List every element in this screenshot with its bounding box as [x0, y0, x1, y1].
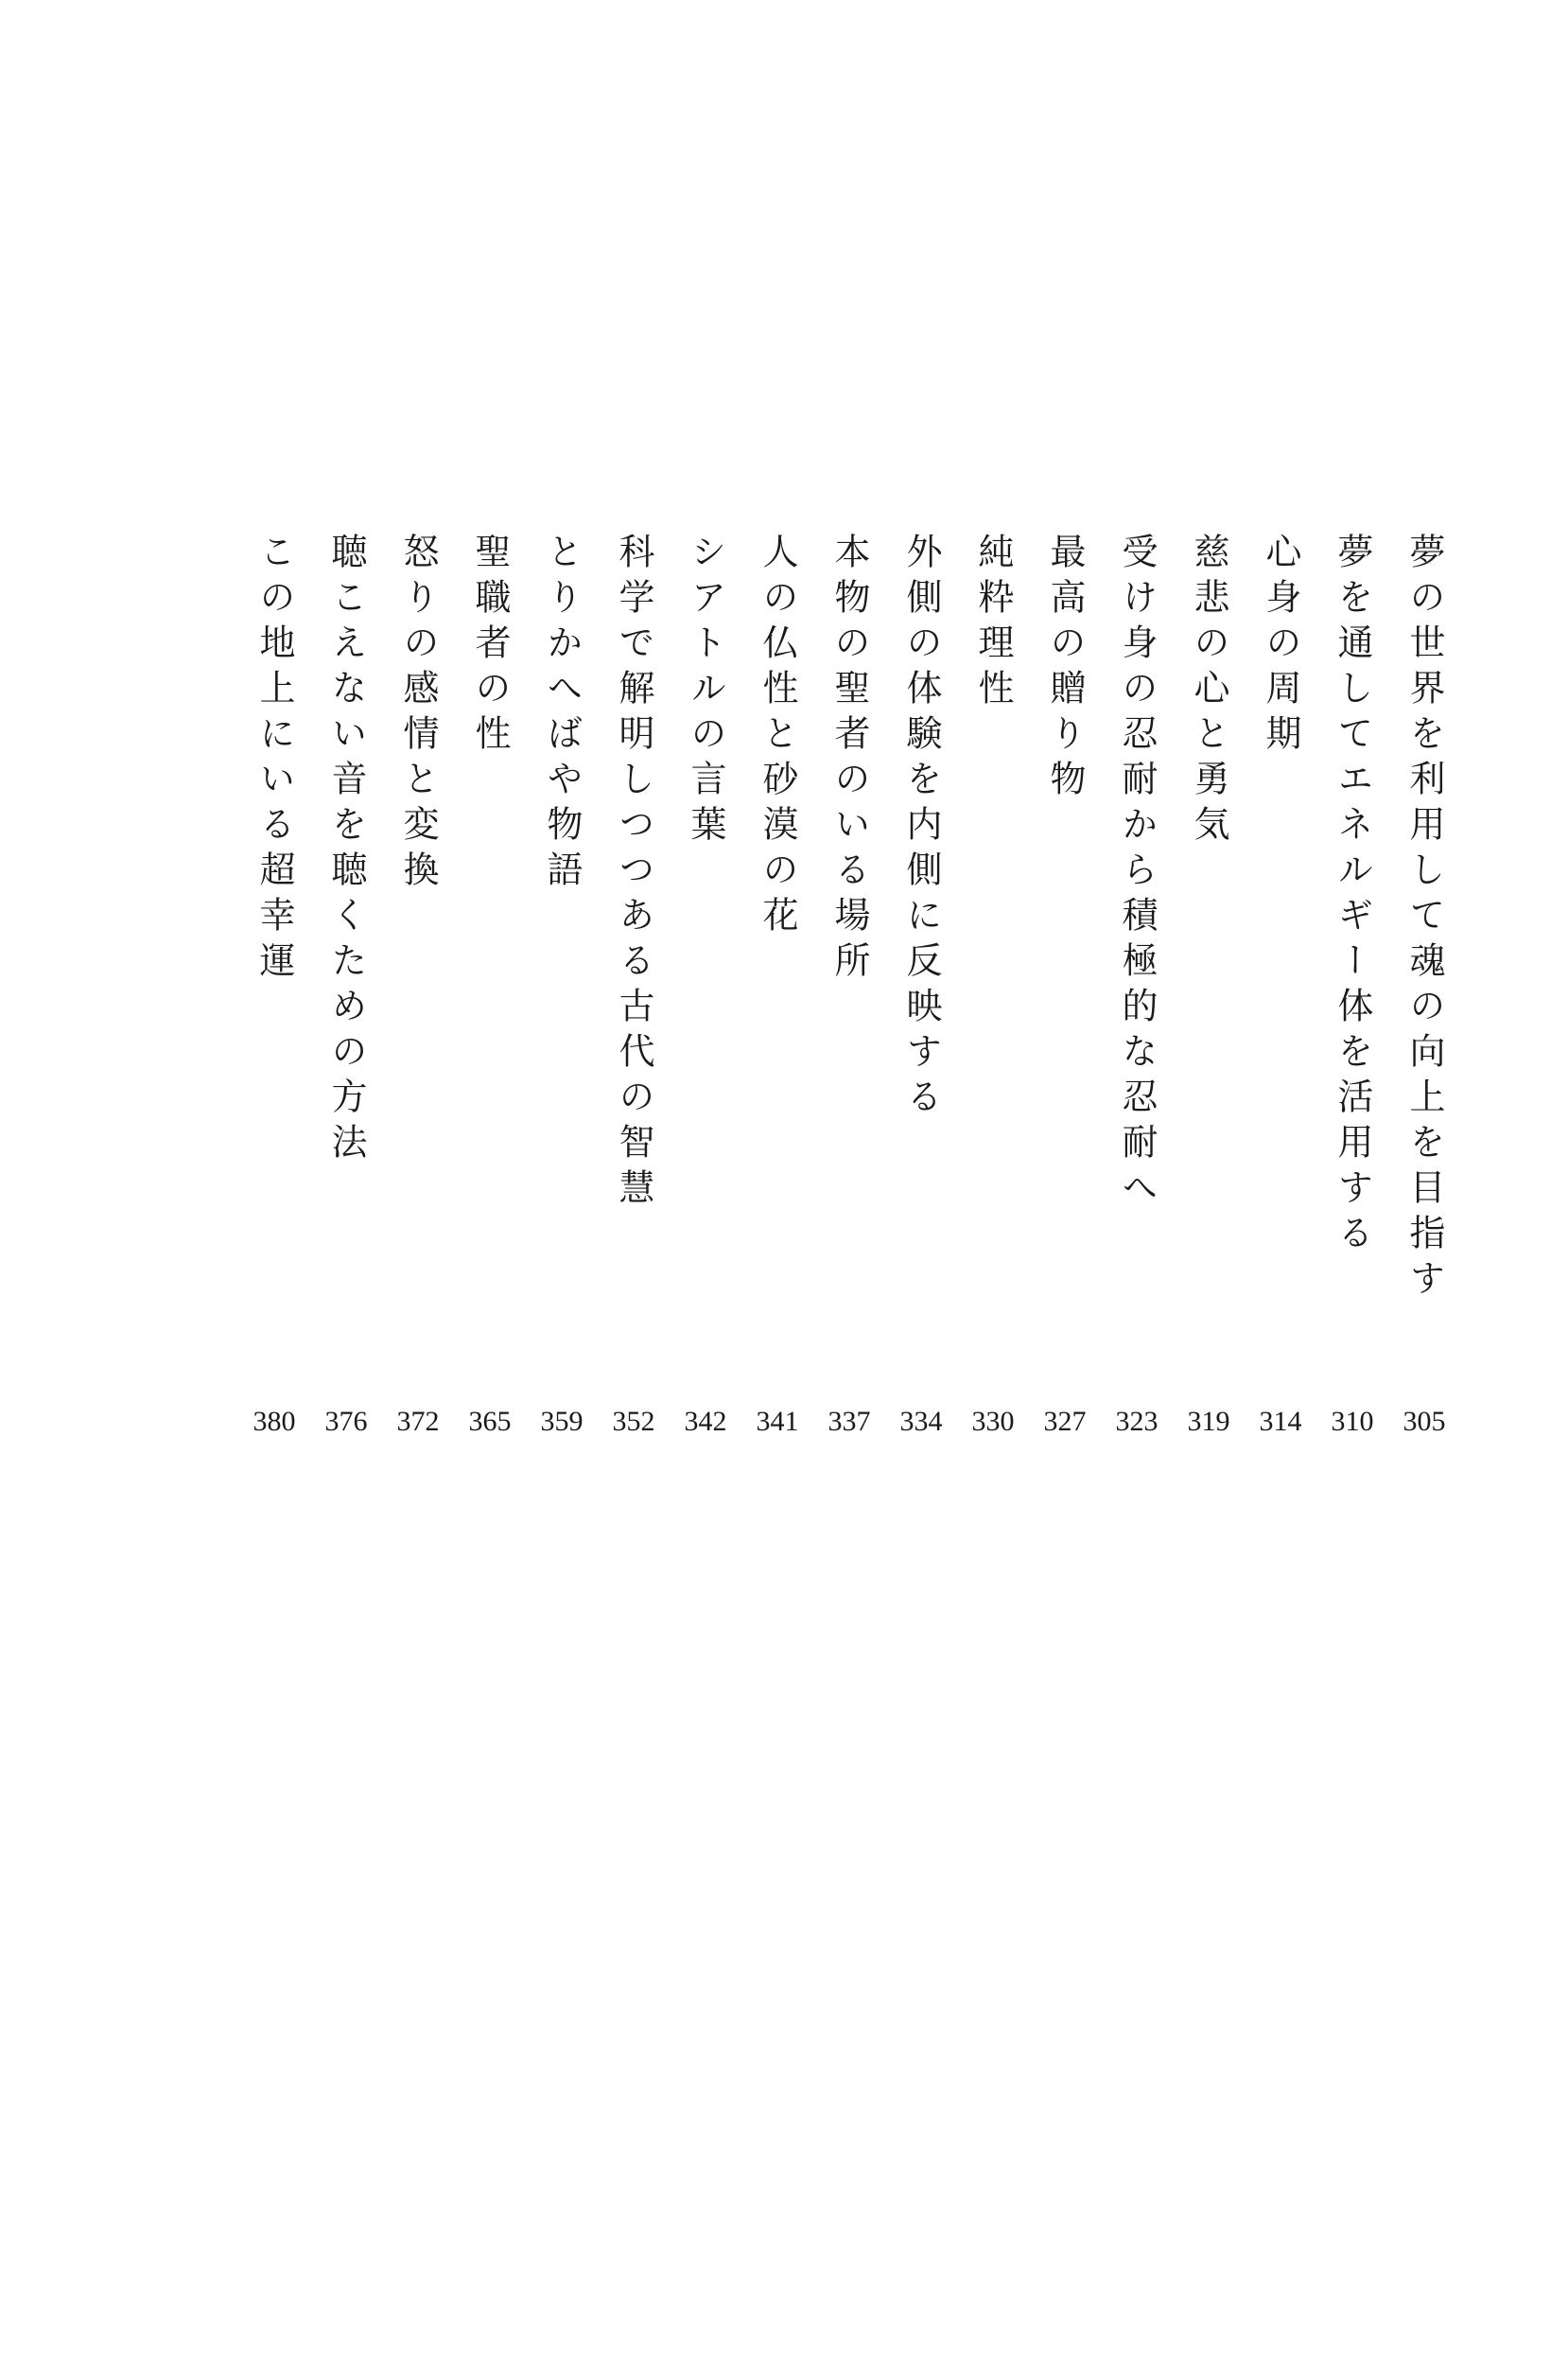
toc-entry-page-number: 305	[1402, 1406, 1446, 1437]
toc-entry	[390, 533, 446, 1479]
toc-entry	[821, 533, 878, 1479]
toc-entry	[893, 533, 950, 1479]
toc-entry-page-number: 376	[324, 1406, 368, 1437]
toc-entry-title: 科学で解明しつつある古代の智慧	[613, 533, 654, 1214]
toc-entry-title: シアトルの言葉	[685, 533, 726, 850]
toc-entry-page-number: 337	[828, 1406, 871, 1437]
toc-entry-title: 慈悲の心と勇気	[1188, 533, 1229, 850]
toc-entry	[246, 533, 303, 1479]
toc-entry-page-number: 314	[1259, 1406, 1302, 1437]
toc-entry-title: 受け身の忍耐から積極的な忍耐へ	[1116, 533, 1158, 1214]
toc-entry-title: この地上にいる超幸運	[253, 533, 295, 987]
toc-entry	[1108, 533, 1165, 1479]
toc-entry-title: 聖職者の性	[469, 533, 511, 760]
toc-entry-page-number: 359	[540, 1406, 584, 1437]
toc-entry-page-number: 330	[971, 1406, 1015, 1437]
toc-entry	[1396, 533, 1453, 1479]
toc-entry-title: 夢を通してエネルギー体を活用する	[1332, 533, 1373, 1259]
toc-entry-page-number: 365	[468, 1406, 512, 1437]
toc-entry	[318, 533, 375, 1479]
toc-entry	[965, 533, 1021, 1479]
toc-entry-title: 最高の贈り物	[1044, 533, 1086, 805]
toc-entry	[1037, 533, 1093, 1479]
toc-entry-page-number: 352	[612, 1406, 655, 1437]
toc-entry-title: 外側の体験を内側に反映する	[900, 533, 942, 1123]
toc-entry-page-number: 380	[253, 1406, 296, 1437]
toc-entry-title: 本物の聖者のいる場所	[828, 533, 870, 987]
toc-entry-page-number: 341	[756, 1406, 799, 1437]
toc-entry-page-number: 372	[396, 1406, 440, 1437]
toc-entry-page-number: 334	[899, 1406, 943, 1437]
toc-entry-page-number: 310	[1331, 1406, 1374, 1437]
toc-entry	[605, 533, 662, 1479]
toc-entry-page-number: 323	[1115, 1406, 1159, 1437]
toc-entry	[677, 533, 734, 1479]
toc-entry-title: 夢の世界を利用して魂の向上を目指す	[1403, 533, 1445, 1305]
toc-entry	[1252, 533, 1309, 1479]
toc-entry-page-number: 327	[1043, 1406, 1087, 1437]
toc-entry	[1324, 533, 1381, 1479]
toc-entry	[533, 533, 590, 1479]
toc-entry-title: とりかへばや物語	[541, 533, 583, 896]
toc-entry	[1180, 533, 1237, 1479]
toc-entry	[462, 533, 518, 1479]
toc-entry-title: 聴こえない音を聴くための方法	[325, 533, 367, 1168]
toc-entry-title: 人の仏性と砂漠の花	[757, 533, 798, 941]
toc-entry	[749, 533, 806, 1479]
toc-entry-title: 怒りの感情と変換	[397, 533, 439, 896]
toc-entry-page-number: 342	[684, 1406, 727, 1437]
toc-entry-title: 純粋理性	[972, 533, 1014, 714]
toc-entry-page-number: 319	[1187, 1406, 1230, 1437]
toc-entry-title: 心身の周期	[1260, 533, 1301, 760]
